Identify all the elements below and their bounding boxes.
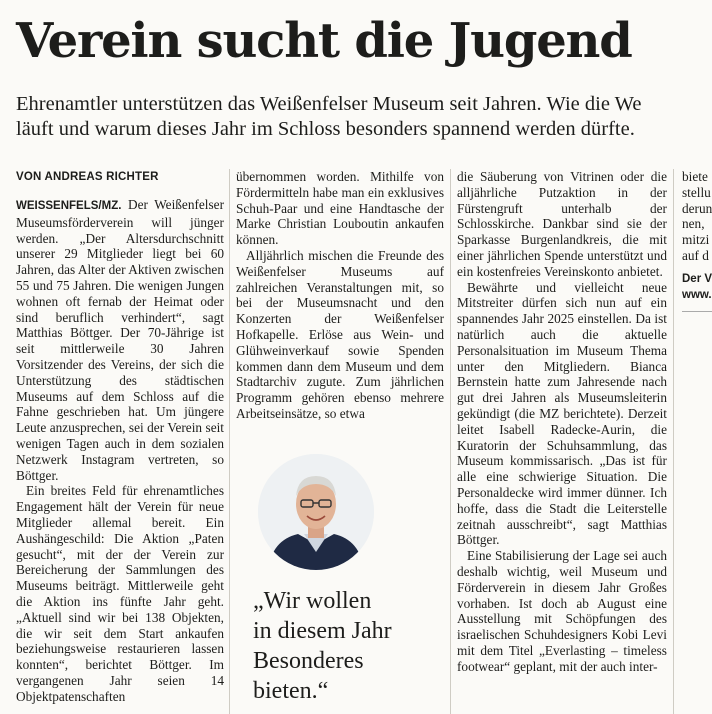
headline: Verein sucht die Jugend [16, 13, 632, 69]
info-box-line: auf d [682, 247, 709, 263]
info-box-rule [682, 311, 712, 312]
byline: VON ANDREAS RICHTER [16, 171, 159, 183]
pull-quote [253, 586, 443, 706]
article-column-3 [457, 169, 667, 714]
paragraph: Eine Stabilisierung der Lage sei auch deshalb wichtig, weil Museum und Förderverein in diesem Jahr Großes vorhaben. Ist doch ab August eine Ausstellung mit Schöpfungen des israelischen Schuhdesigners Kobi Levi mit dem Titel „Everlasting – timeless footwear“ geplant, mit der auch inter- [457, 548, 667, 674]
paragraph: die Säuberung von Vitrinen oder die alljährliche Putzaktion in der Fürstengruft unterhalb der Schlosskirche. Dankbar sind sie der Sparkasse Burgenlandkreis, die mit einer jährlichen Spende unterstützt und ein kostenfreies Vereinskonto anbietet. [457, 169, 667, 279]
pull-quote-line: in diesem Jahr [253, 618, 392, 644]
column-divider [673, 169, 674, 714]
info-box-column [682, 169, 712, 714]
paragraph: Alljährlich mischen die Freunde des Weißenfelser Museums auf zahlreichen Veranstaltungen mit, so bei der Museumsnacht und den Konzerten der Weißenfelser Hofkapelle. Erlöse aus Wein- und Glühweinverkauf sowie Spenden kommen dann dem Museum und dem Stadtarchiv zugute. Zum jährlichen Programm gehören ebenso mehrere Arbeitseinsätze, so etwa [236, 247, 444, 421]
info-box-line: mitzi [682, 232, 710, 248]
subheadline [16, 92, 712, 142]
subheadline-line: läuft und warum dieses Jahr im Schloss besonders spannend werden dürfte. [16, 118, 635, 140]
portrait-photo-image [258, 454, 374, 570]
info-box-url: www. [682, 288, 712, 301]
paragraph: Ein breites Feld für ehrenamtliches Engagement hält der Verein für neue Mitglieder allemal bereit. Ein Aushängeschild: Die Aktion „Paten gesucht“, mit der der Verein zur Bereicherung der Sammlungen des Museums beiträgt. Mittlerweile geht die Aktion ins fünfte Jahr geht. „Aktuell sind wir bei 138 Objekten, die wir seit dem Start ankaufen beziehungsweise restaurieren lassen konnten“, berichtet Böttger. Im vergangenen Jahr seien 14 Objektpatenschaften [16, 483, 224, 704]
pull-quote-line: Besonderes [253, 648, 364, 674]
pull-quote-line: bieten.“ [253, 678, 329, 704]
column-divider [229, 169, 230, 714]
subheadline-line: Ehrenamtler unterstützen das Weißenfelser Museum seit Jahren. Wie die We [16, 93, 642, 115]
info-box-line: stellu [682, 184, 711, 200]
paragraph: Bewährte und vielleicht neue Mitstreiter dürfen sich nun auf ein spannendes Jahr 2025 einstellen. Da ist natürlich auch die aktuelle Personalsituation im Museum Thema unter den Mitgliedern. Bianca Bernstein hatte zum Jahresende nach gut drei Jahren als Museumsleiterin gekündigt (die MZ berichtete). Derzeit leitet Isabell Radecke-Aurin, die Kuratorin der Schuhsammlung, das Museum kommissarisch. „Das ist für alle eine schwierige Situation. Die Personaldecke wird immer dünner. Ich hoffe, dass die Stadt die Leiterstelle zeitnah ausschreibt“, sagt Matthias Böttger. [457, 279, 667, 548]
article-column-1 [16, 169, 224, 714]
pull-quote-line: „Wir wollen [253, 588, 372, 614]
info-box-line: derun [682, 200, 712, 216]
info-box-line: nen, [682, 216, 705, 232]
paragraph-text: Der Weißenfelser Museumsförderverein will jünger werden. „Der Altersdurchschnitt unserer 29 Mitglieder liegt bei 60 Jahren, das Alter der Aktiven zwischen 55 und 75 Jahren. Die wenigen Jungen wohnen oft fernab der Heimat oder sind beruflich verhindert“, sagt Matthias Böttger. Der 70-Jährige ist seit mittlerweile 30 Jahren Vorsitzender des Vereins, der sich die Unterstützung des städtischen Museums auf dem Schloss auf die Fahne geschrieben hat. Um jüngere Leute anzusprechen, sei der Verein seit wenigen Tagen auch in dem sozialen Netzwerk Instagram vertreten, so Böttger. [16, 197, 224, 483]
column-divider [450, 169, 451, 714]
paragraph [16, 197, 224, 483]
dateline: WEISSENFELS/MZ. [16, 200, 122, 212]
info-box-credit: Der V [682, 272, 712, 285]
info-box-line: biete [682, 169, 708, 184]
portrait-photo [258, 454, 374, 570]
paragraph: übernommen worden. Mithilfe von Fördermitteln habe man ein exklusives Schuh-Paar und eine Handtasche der Marke Christian Louboutin ankaufen können. [236, 169, 444, 248]
